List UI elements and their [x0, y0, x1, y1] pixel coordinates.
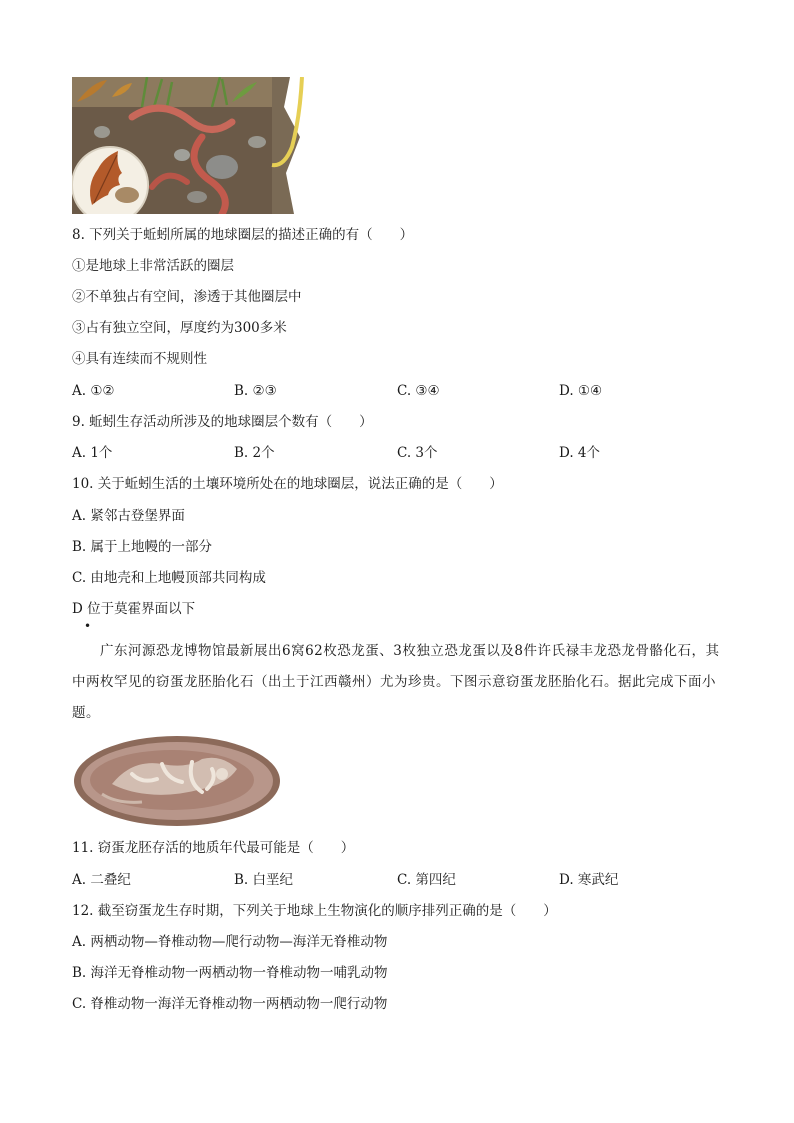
q12-option-a[interactable]: A. 两栖动物—脊椎动物—爬行动物—海洋无脊椎动物: [72, 934, 388, 950]
oviraptor-embryo-fossil-image: [72, 734, 282, 828]
q8-item-1: ①是地球上非常活跃的圈层: [72, 258, 234, 274]
q12-option-c[interactable]: C. 脊椎动物一海洋无脊椎动物一两栖动物一爬行动物: [72, 996, 388, 1012]
passage: [72, 636, 722, 729]
q11-option-d[interactable]: D. 寒武纪: [559, 872, 619, 888]
passage-text: 广东河源恐龙博物馆最新展出6窝62枚恐龙蛋、3枚独立恐龙蛋以及8件许氏禄丰龙恐龙骨骼化石，其中两枚罕见的窃蛋龙胚胎化石（出土于江西赣州）尤为珍贵。下图示意窃蛋龙胚胎化石。据此完成下面小题。: [72, 643, 720, 721]
q8-item-2: ②不单独占有空间，渗透于其他圈层中: [72, 289, 302, 305]
q11-options: [72, 871, 732, 889]
q10-option-a[interactable]: A. 紧邻古登堡界面: [72, 508, 185, 524]
q10-option-d[interactable]: D 位于莫霍界面以下: [72, 601, 196, 617]
q12-option-b[interactable]: B. 海洋无脊椎动物一两栖动物一脊椎动物一哺乳动物: [72, 965, 388, 981]
q11-option-c[interactable]: C. 第四纪: [397, 872, 456, 888]
q8-option-c[interactable]: C. ③④: [397, 383, 440, 399]
q8-option-a[interactable]: A. ①②: [72, 383, 115, 399]
q9-option-a[interactable]: A. 1个: [72, 445, 113, 461]
q10-option-b[interactable]: B. 属于上地幔的一部分: [72, 539, 213, 555]
q12-stem: 12. 截至窃蛋龙生存时期，下列关于地球上生物演化的顺序排列正确的是（ ）: [72, 903, 557, 919]
q8-item-4: ④具有连续而不规则性: [72, 351, 207, 367]
q9-stem: 9. 蚯蚓生存活动所涉及的地球圈层个数有（ ）: [72, 414, 373, 430]
q9-options: [72, 444, 732, 462]
q11-option-a[interactable]: A. 二叠纪: [72, 872, 131, 888]
q8-option-d[interactable]: D. ①④: [559, 383, 603, 399]
q11-option-b[interactable]: B. 白垩纪: [234, 872, 294, 888]
q9-option-d[interactable]: D. 4个: [559, 445, 601, 461]
earthworm-soil-illustration: [72, 77, 317, 214]
q10-option-c[interactable]: C. 由地壳和上地幔顶部共同构成: [72, 570, 266, 586]
q10-stem: 10. 关于蚯蚓生活的土壤环境所处在的地球圈层，说法正确的是（ ）: [72, 476, 503, 492]
q8-item-3: ③占有独立空间，厚度约为300多米: [72, 320, 287, 336]
q11-stem: 11. 窃蛋龙胚存活的地质年代最可能是（ ）: [72, 840, 355, 856]
q8-options: [72, 382, 732, 400]
q8-option-b[interactable]: B. ②③: [234, 383, 277, 399]
q9-option-b[interactable]: B. 2个: [234, 445, 275, 461]
q9-option-c[interactable]: C. 3个: [397, 445, 438, 461]
q8-stem: 8. 下列关于蚯蚓所属的地球圈层的描述正确的有（ ）: [72, 227, 414, 243]
stray-dot: •: [84, 619, 92, 633]
